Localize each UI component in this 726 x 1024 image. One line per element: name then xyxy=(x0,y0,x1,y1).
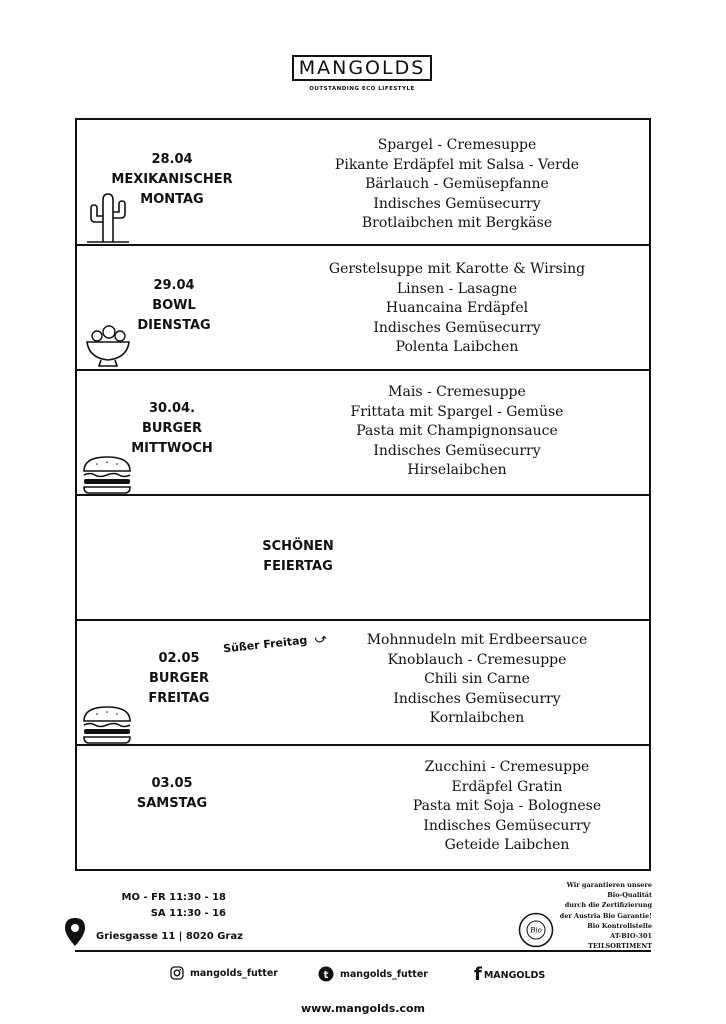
dish-list xyxy=(287,136,627,234)
footer-divider xyxy=(75,950,651,952)
cert-line: Wir garantieren unsere xyxy=(566,881,652,889)
dish-item: Indisches Gemüsecurry xyxy=(373,195,541,212)
cert-line: AT-BIO-301 xyxy=(610,932,652,941)
arrow-icon: ⤻ xyxy=(310,631,328,647)
brand-tagline: OUTSTANDING ECO LIFESTYLE xyxy=(309,86,415,92)
hours-saturday: SA 11:30 - 16 xyxy=(150,908,226,919)
dish-item: Mais - Cremesuppe xyxy=(388,384,526,400)
day-date: 29.04 xyxy=(153,278,195,293)
sweet-friday-note xyxy=(223,632,328,657)
dish-item: Frittata mit Spargel - Gemüse xyxy=(350,403,564,420)
day-label xyxy=(119,649,239,709)
dish-list xyxy=(317,631,637,729)
cert-line: Bio Kontrollstelle xyxy=(587,921,652,930)
dish-item: Bärlauch - Gemüsepfanne xyxy=(365,176,549,192)
dish-list xyxy=(287,383,627,481)
menu-row-wednesday xyxy=(77,369,649,496)
day-theme: BURGER xyxy=(141,421,203,436)
svg-text:t: t xyxy=(323,970,329,981)
logo-text: MANGOLDS xyxy=(298,56,426,79)
day-name: FREITAG xyxy=(148,691,210,706)
dish-item: Knoblauch - Cremesuppe xyxy=(387,651,567,668)
instagram-icon xyxy=(170,966,184,980)
dish-item: Huancaina Erdäpfel xyxy=(385,300,529,316)
dish-item: Indisches Gemüsecurry xyxy=(423,817,591,834)
weekly-menu xyxy=(75,118,651,871)
holiday-label xyxy=(77,537,649,577)
day-name: MITTWOCH xyxy=(131,441,213,456)
facebook-link[interactable] xyxy=(474,966,545,984)
dish-item: Pikante Erdäpfel mit Salsa - Verde xyxy=(334,156,580,173)
day-label xyxy=(107,399,237,459)
dish-list xyxy=(377,758,637,856)
dish-item: Indisches Gemüsecurry xyxy=(373,319,541,336)
day-theme: MEXIKANISCHER xyxy=(111,172,233,187)
dish-item: Geteide Laibchen xyxy=(444,837,570,853)
menu-row-holiday xyxy=(77,494,649,621)
hours-weekday: MO - FR 11:30 - 18 xyxy=(121,892,226,903)
dish-item: Gerstelsuppe mit Karotte & Wirsing xyxy=(328,261,586,277)
dish-item: Mohnnudeln mit Erdbeersauce xyxy=(366,632,588,648)
menu-row-tuesday xyxy=(77,244,649,371)
day-date: 02.05 xyxy=(158,651,200,666)
day-date: 03.05 xyxy=(151,776,193,791)
address: Griesgasse 11 | 8020 Graz xyxy=(96,931,243,942)
dish-item: Kornlaibchen xyxy=(429,710,525,726)
menu-row-saturday xyxy=(77,744,649,871)
holiday-line: FEIERTAG xyxy=(263,559,333,574)
instagram-link[interactable] xyxy=(170,966,278,980)
burger-icon xyxy=(81,705,133,745)
menu-row-friday xyxy=(77,619,649,746)
dish-item: Linsen - Lasagne xyxy=(396,280,518,297)
day-name: DIENSTAG xyxy=(137,318,211,333)
tumblr-icon xyxy=(318,966,334,982)
tumblr-link[interactable] xyxy=(318,966,428,982)
cert-line: Bio-Qualität xyxy=(607,891,652,900)
dish-item: Pasta mit Champignonsauce xyxy=(356,423,558,439)
facebook-icon: f xyxy=(474,964,482,985)
note-text: Süßer Freitag xyxy=(222,633,308,656)
svg-text:Bio: Bio xyxy=(530,926,542,935)
dish-item: Polenta Laibchen xyxy=(395,339,519,355)
holiday-line: SCHÖNEN xyxy=(262,539,334,554)
dish-item: Indisches Gemüsecurry xyxy=(393,690,561,707)
dish-item: Zucchini - Cremesuppe xyxy=(424,759,590,775)
day-theme: BOWL xyxy=(152,298,196,313)
dish-item: Pasta mit Soja - Bolognese xyxy=(412,798,602,814)
day-name: MONTAG xyxy=(140,192,204,207)
dish-item: Chili sin Carne xyxy=(424,671,530,687)
instagram-handle: mangolds_futter xyxy=(190,967,278,979)
bowl-icon xyxy=(83,322,133,368)
day-name: SAMSTAG xyxy=(136,796,208,811)
dish-item: Spargel - Cremesuppe xyxy=(377,137,537,153)
facebook-handle: MANGOLDS xyxy=(483,969,546,981)
certification-text xyxy=(548,880,652,951)
dish-item: Brotlaibchen mit Bergkäse xyxy=(361,215,553,231)
dish-item: Erdäpfel Gratin xyxy=(451,778,563,795)
day-label xyxy=(117,774,227,814)
tumblr-handle: mangolds_futter xyxy=(340,968,428,980)
cert-line: durch die Zertifizierung xyxy=(564,901,652,910)
dish-item: Indisches Gemüsecurry xyxy=(373,442,541,459)
cert-line: TEILSORTIMENT xyxy=(588,942,652,951)
cactus-icon xyxy=(85,192,131,244)
burger-icon xyxy=(81,455,133,495)
cert-line: der Austria Bio Garantie! xyxy=(559,911,652,920)
day-date: 30.04. xyxy=(148,401,196,416)
website-link[interactable]: www.mangolds.com xyxy=(300,1002,426,1015)
location-pin-icon xyxy=(64,917,86,947)
day-theme: BURGER xyxy=(148,671,210,686)
brand-logo xyxy=(292,55,432,81)
day-date: 28.04 xyxy=(151,152,193,167)
dish-list xyxy=(287,260,627,358)
dish-item: Hirselaibchen xyxy=(407,462,507,478)
menu-row-monday xyxy=(77,120,649,246)
